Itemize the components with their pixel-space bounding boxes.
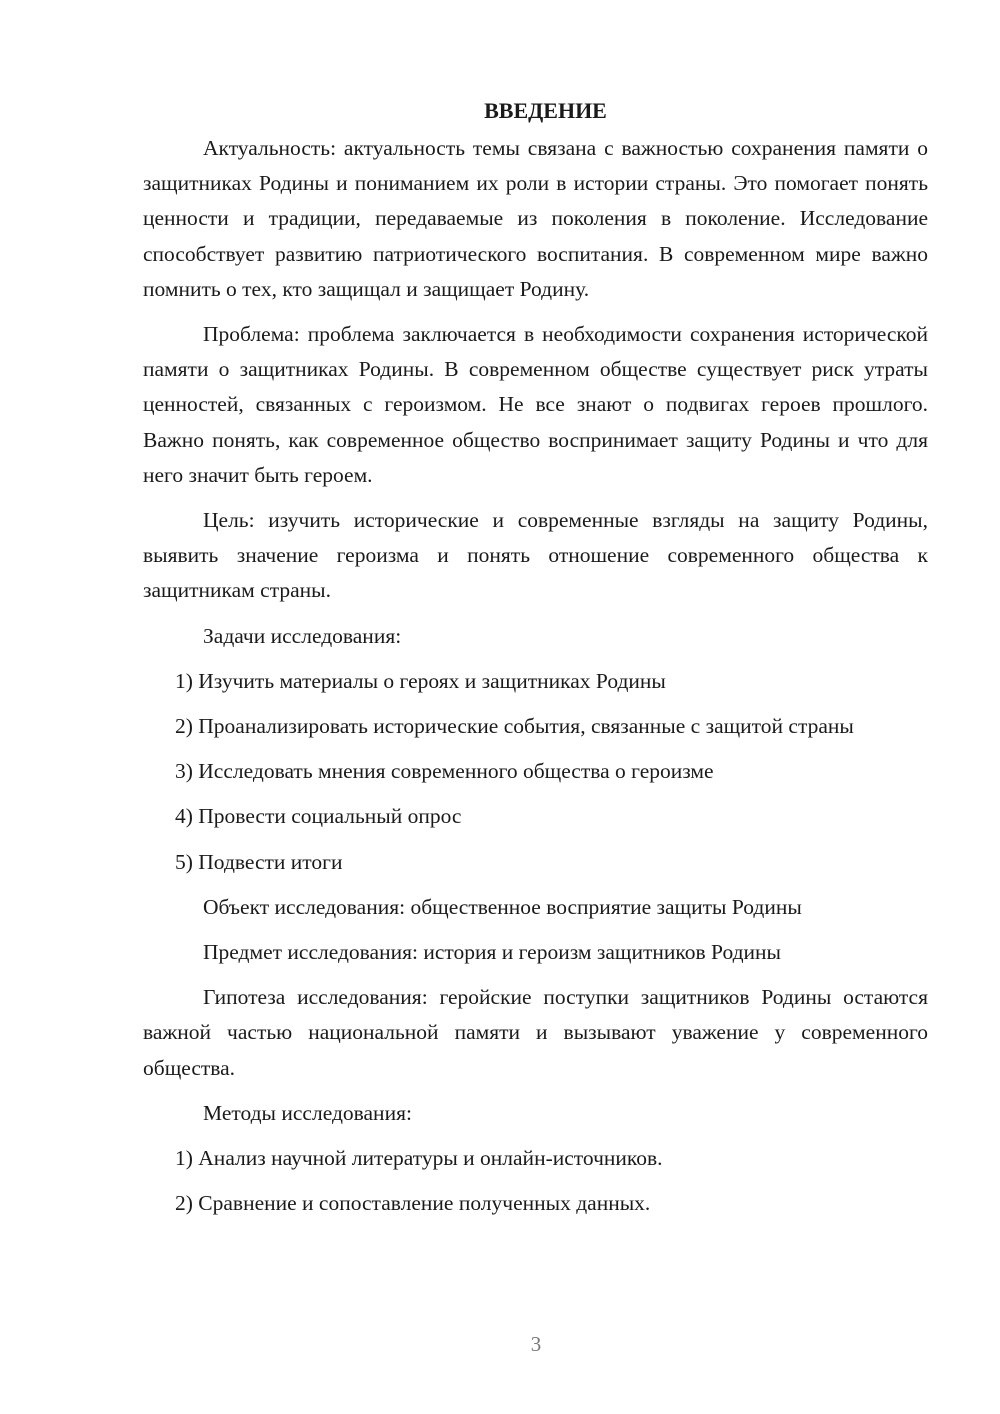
method-item: 1) Анализ научной литературы и онлайн-источников. xyxy=(175,1146,663,1171)
task-item: 1) Изучить материалы о героях и защитниках Родины xyxy=(175,668,666,693)
section-title: ВВЕДЕНИЕ xyxy=(484,98,607,123)
method-item: 2) Сравнение и сопоставление полученных данных. xyxy=(175,1191,651,1216)
methods-heading: Методы исследования: xyxy=(203,1100,412,1125)
problem-paragraph: Проблема: проблема заключается в необходимости сохранения исторической памяти о защитниках Родины. В современном обществе существует риск утраты ценностей, связанных с героизмом. Не все знают о подвигах героев прошлого. Важно понять, как современное общество воспринимает защиту Родины и что для него значит быть героем. xyxy=(143,322,928,487)
task-item: 3) Исследовать мнения современного общества о героизме xyxy=(175,759,714,784)
document-page xyxy=(143,95,928,1231)
page-number: 3 xyxy=(530,1332,542,1356)
subject-paragraph: Предмет исследования: история и героизм защитников Родины xyxy=(203,940,781,965)
object-paragraph: Объект исследования: общественное восприятие защиты Родины xyxy=(203,894,802,919)
hypothesis-paragraph: Гипотеза исследования: геройские поступки защитников Родины остаются важной частью национальной памяти и вызывают уважение у современного общества. xyxy=(143,985,928,1080)
task-item: 2) Проанализировать исторические события, связанные с защитой страны xyxy=(175,714,854,739)
task-item: 4) Провести социальный опрос xyxy=(175,804,462,829)
tasks-heading: Задачи исследования: xyxy=(203,623,402,648)
goal-paragraph: Цель: изучить исторические и современные взгляды на защиту Родины, выявить значение героизма и понять отношение современного общества к защитникам страны. xyxy=(143,508,928,603)
task-item: 5) Подвести итоги xyxy=(175,849,343,874)
relevance-paragraph: Актуальность: актуальность темы связана с важностью сохранения памяти о защитниках Родины и пониманием их роли в истории страны. Это помогает понять ценности и традиции, передаваемые из поколения в поколение. Исследование способствует развитию патриотического воспитания. В современном мире важно помнить о тех, кто защищал и защищает Родину. xyxy=(143,136,928,301)
